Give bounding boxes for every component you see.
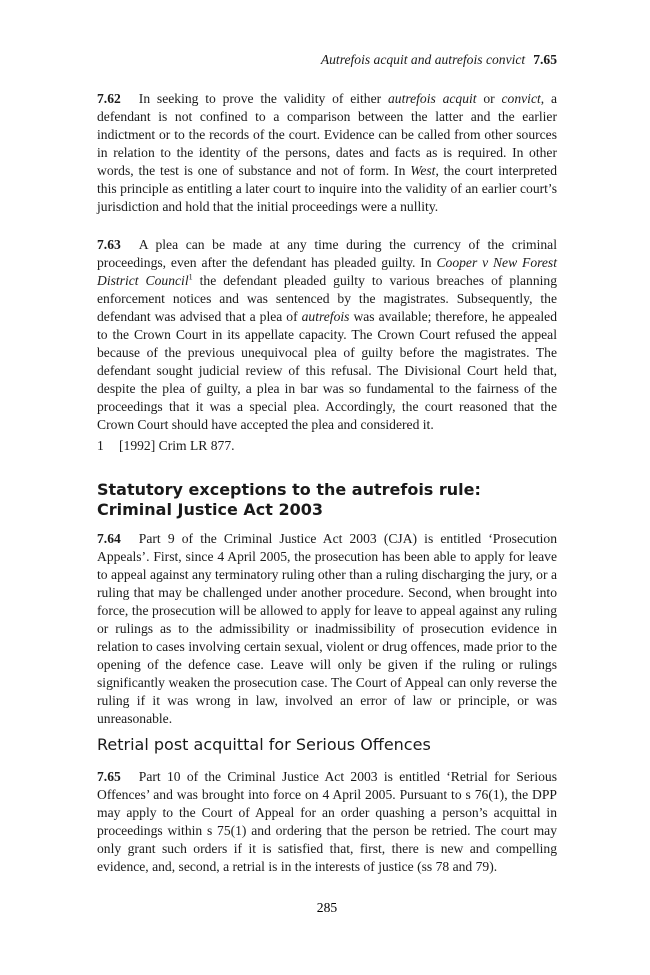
case-name: Cooper v New Forest District Council: [97, 255, 557, 288]
paragraph-text: Part 9 of the Criminal Justice Act 2003 (CJA) is entitled ‘Prosecution Appeals’. First, since 4 April 2005, the prosecution has been able to apply for leave to appeal against any terminatory ruling other than a ruling discharging the jury, or a ruling that may be challenged under another procedure. Second, when brought into force, the prosecution will be allowed to apply for leave to appeal against any ruling or rulings as to the admissibility or inadmissibility of prosecution evidence in relation to cases involving certain sexual, violent or drug offences, made prior to the opening of the defence case. Leave will only be given if the ruling or rulings significantly weaken the prosecution case. The Court of Appeal can only reverse the ruling if it was wrong in law, involved an error of law or principle, or was unreasonable.: [97, 531, 557, 726]
section-heading: Statutory exceptions to the autrefois rule: Criminal Justice Act 2003: [97, 480, 481, 519]
paragraph-7-63: [97, 236, 557, 434]
paragraph-7-65: [97, 768, 557, 876]
running-head: [97, 52, 557, 68]
running-head-title: Autrefois acquit and autrefois convict: [320, 52, 526, 67]
paragraph-text: In seeking to prove the validity of either: [138, 91, 388, 106]
paragraph-text: the defendant pleaded guilty to various breaches of planning enforcement notices and was sentenced by the magistrates. Subsequently, the defendant was advised that a plea of: [97, 273, 557, 324]
italic-term: autrefois acquit: [387, 91, 477, 106]
subsection-heading: Retrial post acquittal for Serious Offences: [97, 735, 431, 754]
paragraph-text: , a defendant is not confined to a comparison between the latter and the earlier indictment or to the records of the court. Evidence can be called from other sources in relation to the identity of the persons, dates and facts as is required. In other words, the test is one of substance and not of form. In: [97, 91, 557, 178]
footnote-number: 1: [97, 438, 104, 453]
running-head-number: 7.65: [533, 52, 557, 67]
paragraph-number: 7.63: [97, 237, 121, 252]
case-name: West: [410, 163, 436, 178]
paragraph-7-62: [97, 90, 557, 216]
paragraph-number: 7.65: [97, 769, 121, 784]
footnote: [97, 437, 557, 455]
footnote-text: [1992] Crim LR 877.: [119, 438, 235, 453]
paragraph-number: 7.64: [97, 531, 121, 546]
paragraph-text: A plea can be made at any time during the currency of the criminal proceedings, even after the defendant has pleaded guilty. In: [97, 237, 557, 270]
paragraph-text: or: [476, 91, 502, 106]
italic-term: convict: [501, 91, 541, 106]
paragraph-7-64: [97, 530, 557, 728]
italic-term: autrefois: [301, 309, 350, 324]
paragraph-text: Part 10 of the Criminal Justice Act 2003 is entitled ‘Retrial for Serious Offences’ and was brought into force on 4 April 2005. Pursuant to s 76(1), the DPP may apply to the Court of Appeal for an order quashing a person’s acquittal in proceedings within s 75(1) and ordering that the person be retried. The court may only grant such orders if it is satisfied that, first, there is new and compelling evidence, and, second, a retrial is in the interests of justice (ss 78 and 79).: [97, 769, 557, 874]
paragraph-text: was available; therefore, he appealed to the Crown Court in its appellate capacity. The Crown Court refused the appeal because of the previous unequivocal plea of guilty before the magistrates. The defendant sought judicial review of this refusal. The Divisional Court held that, despite the plea of guilty, a plea in bar was so fundamental to the fairness of the proceedings that it was a special plea. Accordingly, the court reasoned that the Crown Court should have accepted the plea and considered it.: [97, 309, 557, 432]
footnote-ref: 1: [188, 272, 193, 282]
section-heading-block: [97, 480, 557, 520]
subsection-heading-block: [97, 735, 557, 755]
paragraph-text: , the court interpreted this principle as entitling a later court to inquire into the validity of an earlier court’s jurisdiction and hold that the initial proceedings were a nullity.: [97, 163, 557, 214]
paragraph-number: 7.62: [97, 91, 121, 106]
page-number: 285: [316, 900, 338, 915]
